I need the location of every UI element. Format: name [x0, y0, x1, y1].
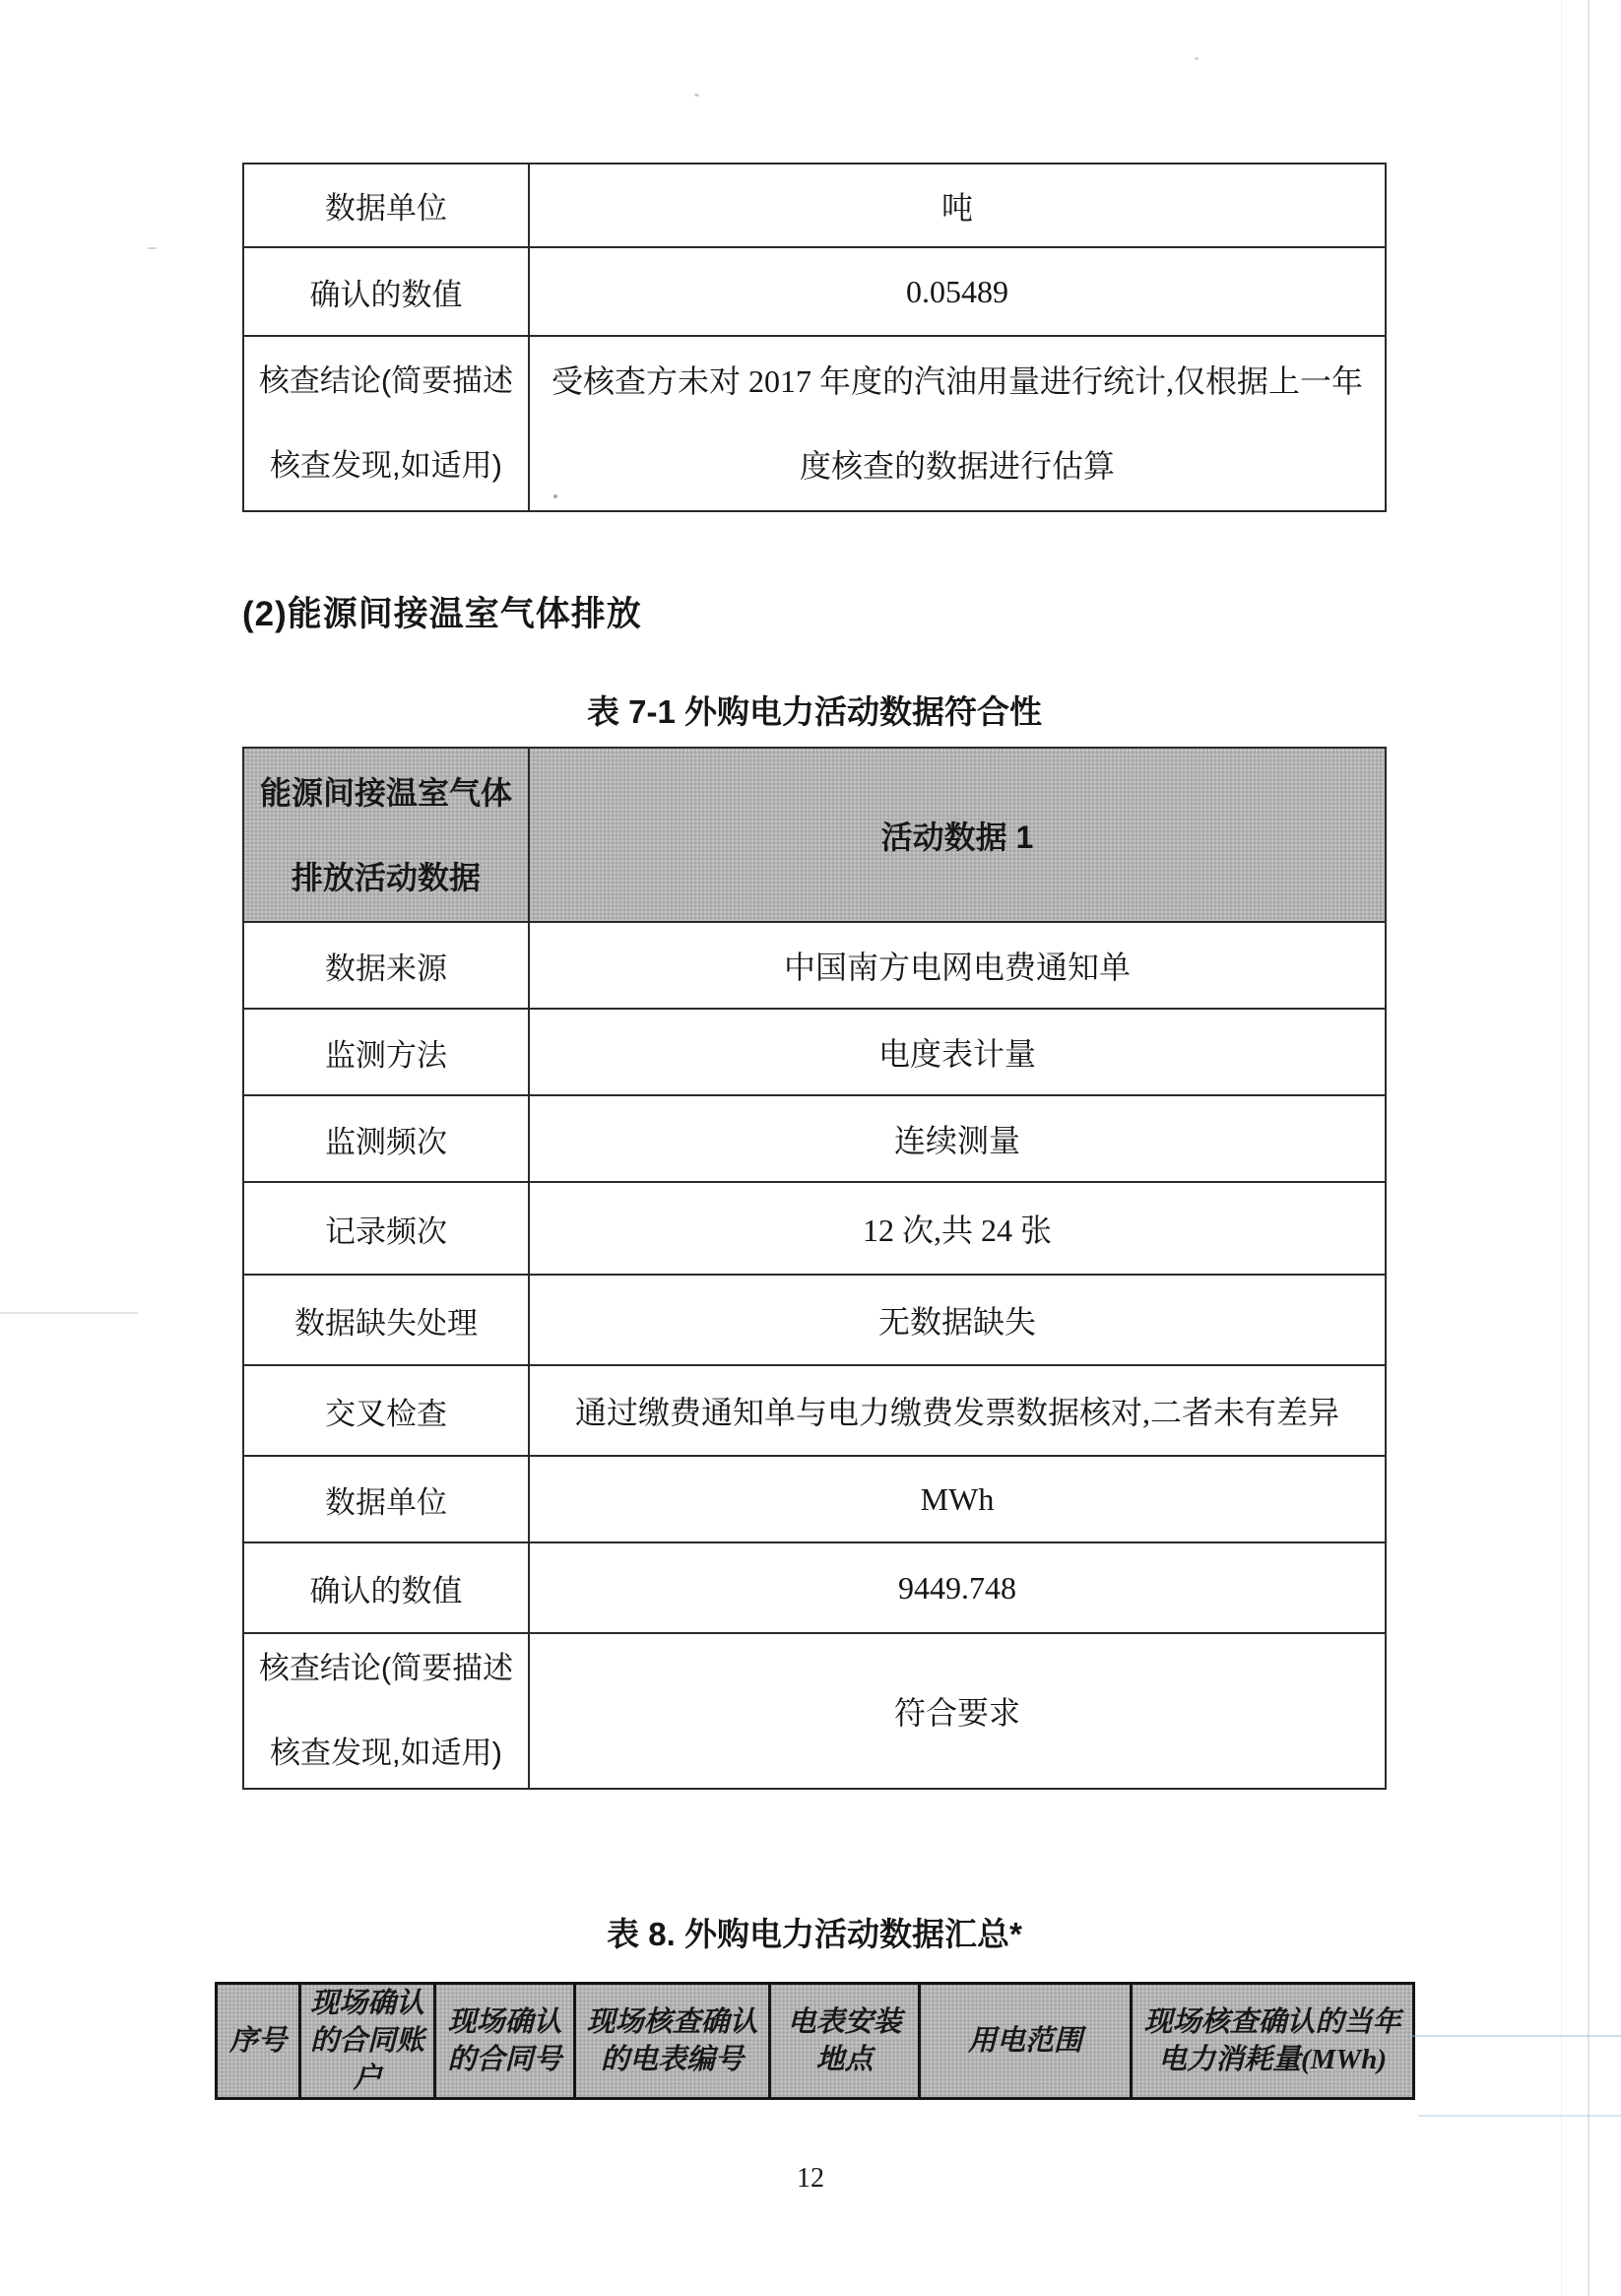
table-row — [243, 247, 1386, 336]
header-cell — [217, 1984, 300, 2099]
table-row — [243, 164, 1386, 247]
label-line: 核查结论(简要描述 — [258, 1651, 514, 1685]
scan-artifact — [1410, 2035, 1621, 2037]
table-header-row — [217, 1984, 1414, 2099]
header-cell — [575, 1984, 770, 2099]
page-number: 12 — [797, 2163, 824, 2194]
header-line: 的合同账 — [309, 2025, 424, 2057]
table71-title: 表 7-1 外购电力活动数据符合性 — [586, 693, 1043, 730]
header-line: 排放活动数据 — [291, 859, 481, 895]
table-row — [243, 1365, 1386, 1456]
table-row — [243, 1009, 1386, 1095]
value-cell: 电度表计量 — [529, 1009, 1386, 1095]
label-cell: 交叉检查 — [243, 1365, 529, 1456]
label-cell: 监测频次 — [243, 1095, 529, 1182]
label-cell: 数据来源 — [243, 922, 529, 1009]
header-cell: 活动数据 1 — [529, 748, 1386, 922]
header-line: 地点 — [815, 2044, 874, 2075]
header-line: 现场核查确认 — [586, 2006, 758, 2038]
header-line: 的电表编号 — [600, 2044, 744, 2075]
header-line: 现场确认 — [447, 2006, 562, 2038]
section-heading: (2)能源间接温室气体排放 — [242, 595, 642, 633]
label-lines — [254, 364, 518, 483]
header-cell — [243, 748, 529, 922]
label-line: 核查发现,如适用) — [270, 448, 502, 483]
label-cell: 数据缺失处理 — [243, 1275, 529, 1365]
scan-artifact — [1418, 2115, 1621, 2117]
label-lines — [254, 1652, 518, 1770]
value-cell: 9449.748 — [529, 1542, 1386, 1633]
label-line: 核查发现,如适用) — [270, 1736, 502, 1770]
electricity-summary-table — [215, 1982, 1415, 2100]
value-cell: 0.05489 — [529, 247, 1386, 336]
header-line: 户 — [353, 2063, 382, 2094]
header-cell — [435, 1984, 575, 2099]
value-cell: 受核查方未对 2017 年度的汽油用量进行统计,仅根据上一年度核查的数据进行估算 — [529, 336, 1386, 511]
value-cell: 符合要求 — [529, 1633, 1386, 1789]
label-cell: 监测方法 — [243, 1009, 529, 1095]
table-row — [243, 1182, 1386, 1275]
label-cell: 确认的数值 — [243, 247, 529, 336]
label-cell: 数据单位 — [243, 164, 529, 247]
table-row — [243, 1095, 1386, 1182]
header-line: 现场核查确认的当年 — [1143, 2006, 1401, 2038]
header-cell — [920, 1984, 1132, 2099]
table-row — [243, 1275, 1386, 1365]
gasoline-activity-table — [242, 163, 1387, 512]
value-cell: 连续测量 — [529, 1095, 1386, 1182]
table-row — [243, 1633, 1386, 1789]
label-cell: 记录频次 — [243, 1182, 529, 1275]
value-cell: 通过缴费通知单与电力缴费发票数据核对,二者未有差异 — [529, 1365, 1386, 1456]
scan-edge-line — [1561, 0, 1562, 2296]
value-cell: 吨 — [529, 164, 1386, 247]
table-row — [243, 922, 1386, 1009]
table-row — [243, 1542, 1386, 1633]
table-row — [243, 336, 1386, 511]
label-cell: 确认的数值 — [243, 1542, 529, 1633]
label-line: 核查结论(简要描述 — [258, 363, 514, 398]
value-cell: MWh — [529, 1456, 1386, 1542]
scan-speck — [148, 247, 157, 249]
scan-speck — [694, 94, 699, 97]
scan-artifact — [0, 1312, 138, 1314]
header-cell — [300, 1984, 435, 2099]
label-cell — [243, 336, 529, 511]
value-cell: 中国南方电网电费通知单 — [529, 922, 1386, 1009]
value-cell: 无数据缺失 — [529, 1275, 1386, 1365]
header-cell — [1132, 1984, 1414, 2099]
scan-edge-line — [1588, 0, 1589, 2296]
table-header-row — [243, 748, 1386, 922]
value-cell: 12 次,共 24 张 — [529, 1182, 1386, 1275]
header-line: 的合同号 — [447, 2044, 562, 2075]
header-lines — [254, 776, 518, 894]
table-row — [243, 1456, 1386, 1542]
header-line: 用电范围 — [967, 2025, 1082, 2057]
header-line: 现场确认 — [309, 1988, 424, 2019]
header-line: 序号 — [228, 2025, 287, 2057]
header-cell — [770, 1984, 920, 2099]
label-cell: 数据单位 — [243, 1456, 529, 1542]
scan-speck — [1195, 57, 1199, 60]
header-line: 能源间接温室气体 — [259, 774, 512, 811]
header-line: 电力消耗量(MWh) — [1157, 2044, 1387, 2075]
electricity-compliance-table — [242, 747, 1387, 1790]
header-line: 电表安装 — [787, 2006, 902, 2038]
label-cell — [243, 1633, 529, 1789]
table8-title: 表 8. 外购电力活动数据汇总* — [607, 1916, 1022, 1952]
